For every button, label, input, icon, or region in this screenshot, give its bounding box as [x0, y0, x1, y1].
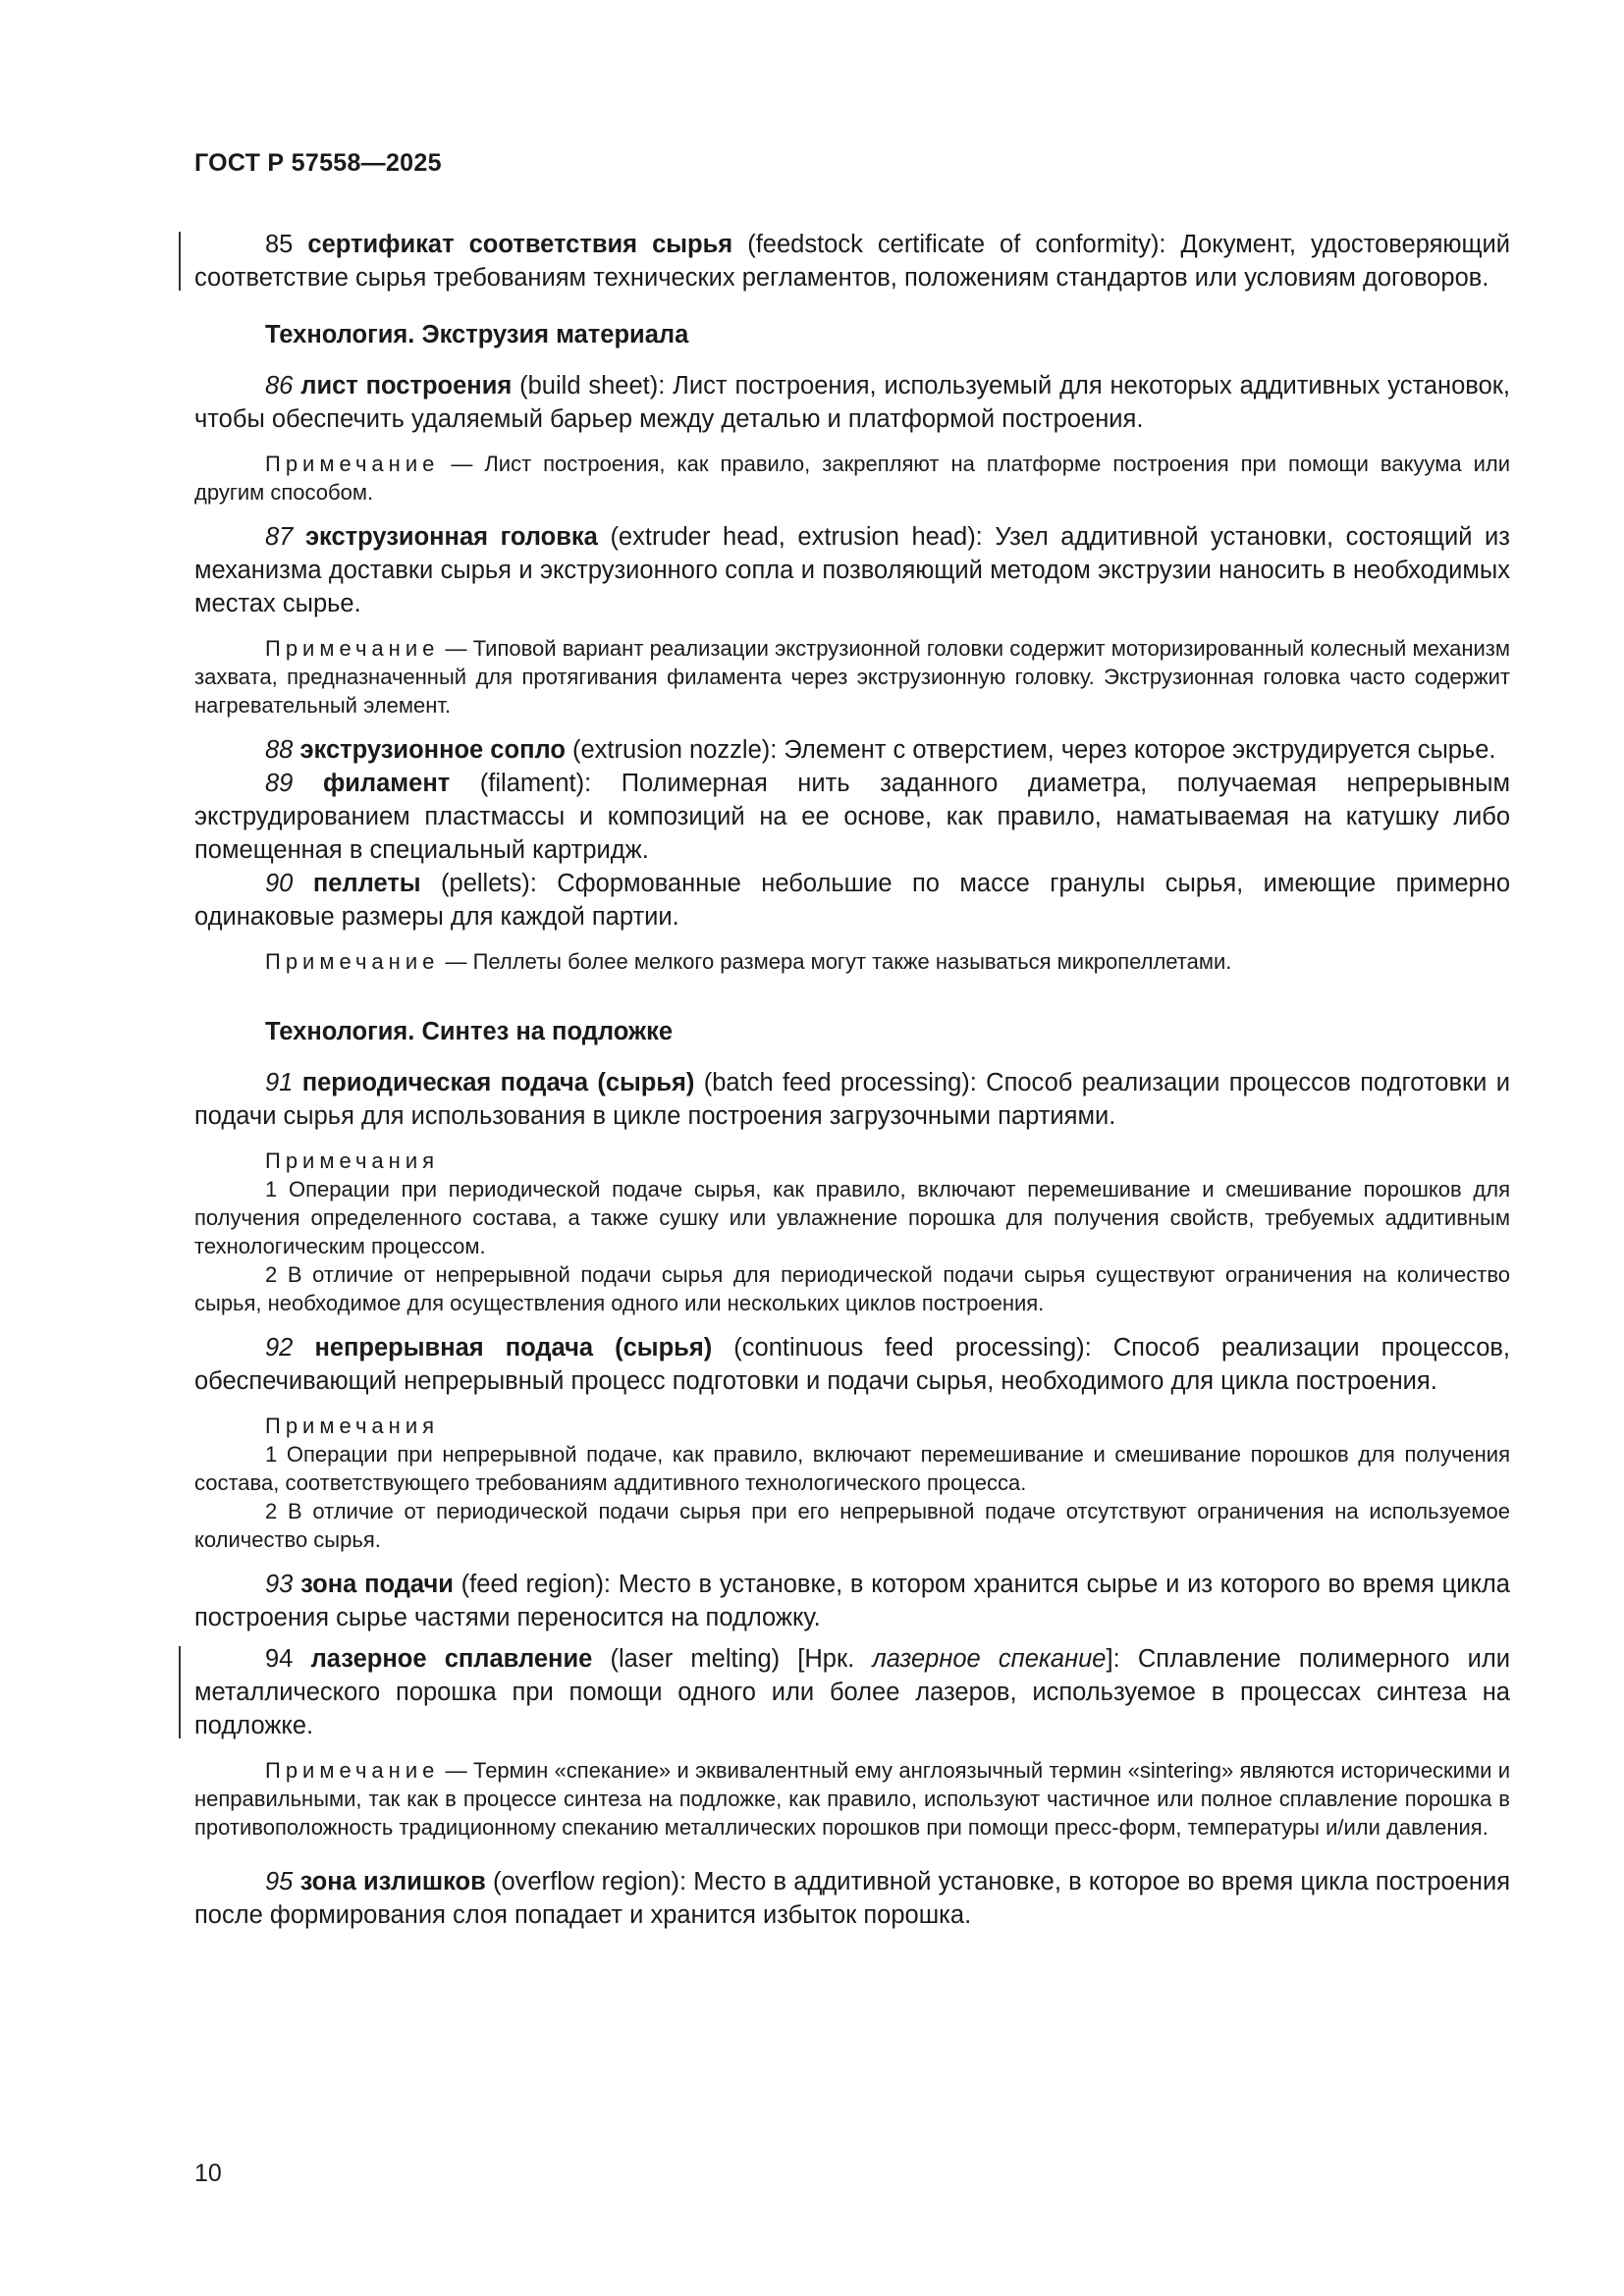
entry-term: зона излишков	[299, 1868, 486, 1896]
entry-definition: (build sheet): Лист построения, используемый для некоторых аддитивных установок, чтобы обеспечить удаляемый барьер между деталью и платформой построения.	[194, 372, 1510, 433]
entry-number: 85	[265, 231, 294, 258]
term-entry-85	[194, 228, 1510, 294]
note-text: Пеллеты более мелкого размера могут также называться микропеллетами.	[472, 949, 1232, 974]
term-entry-86	[194, 369, 1510, 436]
note-text: Лист построения, как правило, закрепляют на платформе построения при помощи вакуума или другим способом.	[194, 452, 1510, 505]
note-text: Термин «спекание» и эквивалентный ему англоязычный термин «sintering» являются историческими и неправильными, так как в процессе синтеза на подложке, как правило, используют частичное или полное сплавление порошка в противоположность традиционному спеканию металлических порошков при помощи пресс-форм, температуры и/или давления.	[194, 1758, 1510, 1840]
term-entry-87	[194, 520, 1510, 620]
note-dash: —	[439, 949, 473, 974]
note-91-item-2: 2 В отличие от непрерывной подачи сырья для периодической подачи сырья существуют ограничения на количество сырья, необходимое для осуществления одного или нескольких циклов построения.	[194, 1262, 1510, 1315]
term-entry-91	[194, 1066, 1510, 1133]
notes-92	[194, 1412, 1510, 1440]
entry-definition: (filament): Полимерная нить заданного диаметра, получаемая непрерывным экструдированием пластмассы и композиций на ее основе, как правило, наматываемая на катушку либо помещенная в специальный картридж.	[194, 770, 1510, 864]
note-92-item-1: 1 Операции при непрерывной подаче, как правило, включают перемешивание и смешивание порошков для получения состава, соответствующего требованиям аддитивного технологического процесса.	[194, 1442, 1510, 1495]
entry-term: лист построения	[300, 372, 513, 400]
entry-number: 93	[265, 1571, 294, 1598]
note-text: Типовой вариант реализации экструзионной головки содержит моторизированный колесный механизм захвата, предназначенный для протягивания филамента через экструзионную головку. Экструзионная головка часто содержит нагревательный элемент.	[194, 636, 1510, 718]
entry-number: 92	[265, 1334, 294, 1362]
note-dash: —	[439, 452, 485, 476]
deprecated-term: лазерное спекание	[872, 1645, 1107, 1673]
entry-definition: (batch feed processing): Способ реализации процессов подготовки и подачи сырья для использования в цикле построения загрузочными партиями.	[194, 1069, 1510, 1130]
note-label: Примечание	[265, 452, 440, 476]
entry-term: пеллеты	[312, 870, 421, 897]
term-entry-89	[194, 767, 1510, 867]
entry-term: экструзионное сопло	[299, 736, 566, 764]
note-92-item-2: 2 В отличие от периодической подачи сырья при его непрерывной подаче отсутствуют ограничения на используемое количество сырья.	[194, 1499, 1510, 1552]
entry-definition: (overflow region): Место в аддитивной установке, в которое во время цикла построения после формирования слоя попадает и хранится избыток порошка.	[194, 1868, 1511, 1929]
entry-term: сертификат соответствия сырья	[307, 231, 733, 258]
section-heading-powder-bed: Технология. Синтез на подложке	[265, 1018, 674, 1045]
entry-number: 94	[265, 1645, 294, 1673]
entry-definition: (laser melting) [Нрк.	[592, 1645, 873, 1673]
section-heading-extrusion: Технология. Экструзия материала	[265, 321, 689, 348]
entry-number: 90	[265, 870, 294, 897]
entry-term: непрерывная подача (сырья)	[314, 1334, 713, 1362]
note-94	[194, 1756, 1510, 1842]
entry-number: 95	[265, 1868, 294, 1896]
notes-label: Примечания	[265, 1414, 440, 1438]
entry-number: 88	[265, 736, 294, 764]
entry-number: 91	[265, 1069, 294, 1096]
term-entry-93	[194, 1568, 1510, 1634]
entry-definition-cont: ]: Сплавление полимерного или металлического порошка при помощи одного или более лазеров, используемое в процессах синтеза на подложке.	[194, 1645, 1511, 1739]
note-dash: —	[439, 1758, 473, 1783]
entry-number: 86	[265, 372, 294, 400]
entry-definition: (pellets): Сформованные небольшие по массе гранулы сырья, имеющие примерно одинаковые размеры для каждой партии.	[194, 870, 1511, 931]
term-entry-95	[194, 1865, 1510, 1932]
change-bar	[179, 1646, 181, 1738]
note-91-item-1: 1 Операции при периодической подаче сырья, как правило, включают перемешивание и смешивание порошков для получения определенного состава, а также сушку или увлажнение порошка для получения свойств, требуемых аддитивным технологическим процессом.	[194, 1177, 1510, 1258]
entry-definition: (extrusion nozzle): Элемент с отверстием, через которое экструдируется сырье.	[565, 736, 1496, 764]
entry-term: экструзионная головка	[304, 523, 598, 551]
note-90	[194, 947, 1510, 976]
document-header: ГОСТ Р 57558—2025	[194, 149, 442, 177]
entry-term: лазерное сплавление	[310, 1645, 593, 1673]
term-entry-90	[194, 867, 1510, 934]
term-entry-88	[194, 733, 1510, 767]
notes-label: Примечания	[265, 1148, 440, 1173]
entry-definition: (feedstock certificate of conformity): Документ, удостоверяющий соответствие сырья требованиям технических регламентов, положениям стандартов или условиям договоров.	[194, 231, 1510, 292]
change-bar	[179, 232, 181, 291]
note-87	[194, 634, 1510, 720]
note-dash: —	[439, 636, 473, 661]
entry-definition: (continuous feed processing): Способ реализации процессов, обеспечивающий непрерывный процесс подготовки и подачи сырья, необходимого для цикла построения.	[194, 1334, 1511, 1395]
entry-number: 87	[265, 523, 294, 551]
note-label: Примечание	[265, 949, 440, 974]
entry-definition: (extruder head, extrusion head): Узел аддитивной установки, состоящий из механизма доставки сырья и экструзионного сопла и позволяющий методом экструзии наносить в необходимых местах сырье.	[194, 523, 1510, 617]
entry-term: зона подачи	[300, 1571, 454, 1598]
term-entry-94	[194, 1642, 1510, 1742]
page-number: 10	[194, 2160, 222, 2187]
term-entry-92	[194, 1331, 1510, 1398]
note-label: Примечание	[265, 1758, 440, 1783]
document-body	[194, 228, 1510, 1932]
entry-term: периодическая подача (сырья)	[301, 1069, 695, 1096]
entry-number: 89	[265, 770, 294, 797]
entry-definition: (feed region): Место в установке, в котором хранится сырье и из которого во время цикла построения сырье частями переносится на подложку.	[194, 1571, 1510, 1631]
note-label: Примечание	[265, 636, 440, 661]
notes-91	[194, 1147, 1510, 1175]
note-86	[194, 450, 1510, 507]
entry-term: филамент	[322, 770, 451, 797]
